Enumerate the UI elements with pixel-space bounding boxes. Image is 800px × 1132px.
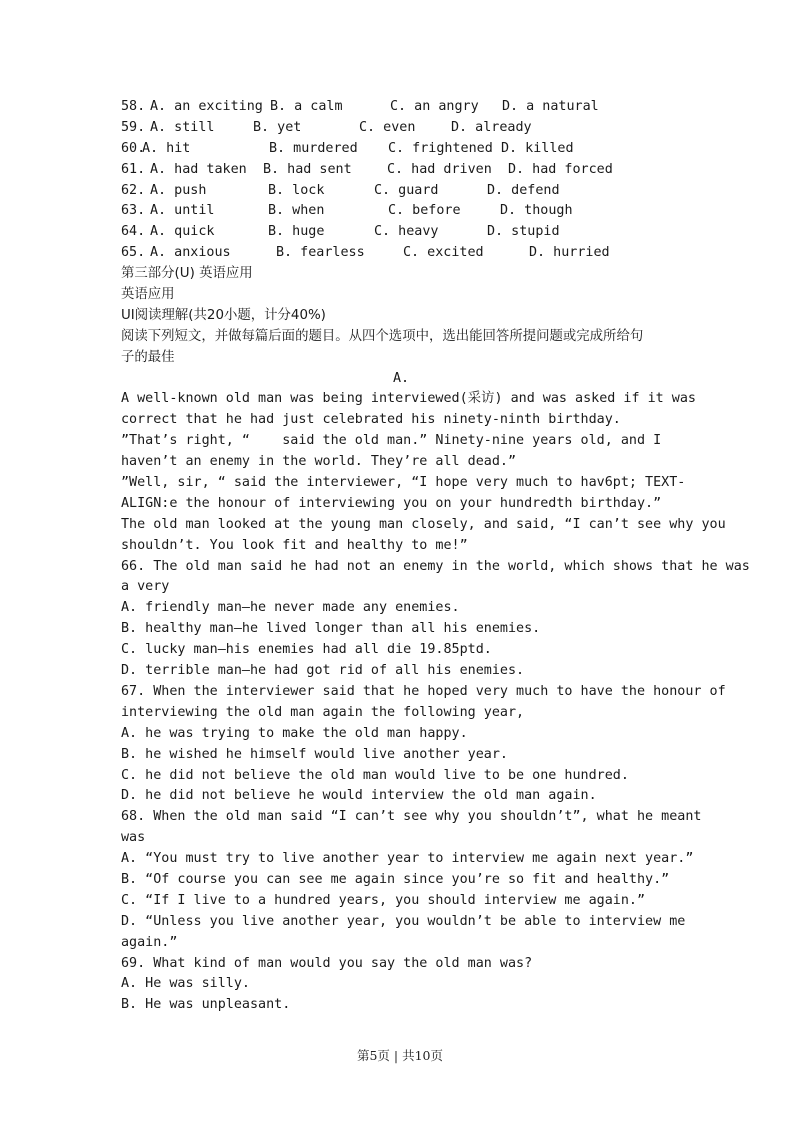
- answer-option: D. “Unless you live another year, you wouldn’t be able to interview me: [121, 913, 686, 929]
- passage-line: The old man looked at the young man closely, and said, “I can’t see why you: [121, 516, 726, 532]
- instructions-cont: 子的最佳: [121, 349, 175, 365]
- answer-option: A. friendly man—he never made any enemies.: [121, 600, 460, 616]
- option-d: D. a natural: [502, 99, 599, 114]
- question-number: 60.: [121, 140, 146, 156]
- passage-line: ”That’s right, “ said the old man.” Ninety-nine years old, and I: [121, 433, 662, 449]
- option-d: D. killed: [501, 140, 574, 156]
- option-a: A. an exciting: [150, 99, 263, 114]
- option-d: D. hurried: [529, 245, 610, 261]
- option-a: A. had taken: [150, 161, 247, 177]
- option-b: B. huge: [268, 224, 325, 240]
- question-number: 62.: [121, 182, 146, 198]
- answer-option: B. he wished he himself would live another year.: [121, 746, 508, 762]
- option-row: [121, 97, 681, 118]
- option-row: [121, 201, 681, 222]
- passage-line: ALIGN:e the honour of interviewing you on your hundredth birthday.”: [121, 495, 662, 511]
- answer-option: C. lucky man—his enemies had all die 19.85ptd.: [121, 642, 492, 658]
- page-footer: 第5页 | 共10页: [356, 1048, 444, 1063]
- option-b: B. murdered: [269, 140, 358, 156]
- reading-passage: [121, 389, 726, 556]
- cloze-options: [121, 97, 681, 264]
- question-stem: was: [121, 830, 146, 846]
- instructions: 阅读下列短文，并做每篇后面的题目。从四个选项中，选出能回答所提问题或完成所给句: [121, 328, 644, 344]
- answer-option: A. he was trying to make the old man happy.: [121, 725, 468, 741]
- option-c: C. excited: [403, 245, 484, 261]
- reading-title: UI阅读理解(共20小题，计分40%): [121, 307, 326, 323]
- option-b: B. a calm: [270, 99, 343, 114]
- option-a: A. quick: [150, 224, 215, 240]
- option-a: A. still: [150, 119, 215, 135]
- question-68: [121, 807, 702, 953]
- answer-option: A. “You must try to live another year to interview me again next year.”: [121, 851, 694, 867]
- option-d: D. already: [451, 119, 532, 135]
- option-a: A. anxious: [150, 245, 231, 261]
- passage-line: shouldn’t. You look fit and healthy to me!”: [121, 537, 468, 553]
- option-a: A. push: [150, 182, 207, 198]
- question-stem: 68. When the old man said “I can’t see why you shouldn’t”, what he meant: [121, 809, 702, 825]
- question-stem: 67. When the interviewer said that he hoped very much to have the honour of: [121, 683, 726, 699]
- question-number: 65.: [121, 245, 146, 261]
- question-number: 63.: [121, 203, 146, 219]
- option-row: [121, 160, 681, 181]
- option-b: B. had sent: [263, 161, 352, 177]
- option-d: D. defend: [487, 182, 560, 198]
- option-d: D. though: [500, 203, 573, 219]
- passage-line: A well-known old man was being interviewed(采访) and was asked if it was: [121, 391, 696, 407]
- answer-option: B. “Of course you can see me again since you’re so fit and healthy.”: [121, 871, 670, 887]
- passage-label: A.: [392, 370, 410, 386]
- option-c: C. heavy: [374, 224, 439, 240]
- question-number: 61.: [121, 161, 146, 177]
- answer-option: B. healthy man—he lived longer than all his enemies.: [121, 621, 541, 637]
- question-number: 64.: [121, 224, 146, 240]
- option-b: B. lock: [268, 182, 325, 198]
- option-c: C. before: [388, 203, 461, 219]
- answer-option: D. he did not believe he would interview the old man again.: [121, 788, 597, 804]
- question-number: 59.: [121, 119, 146, 135]
- option-row: [121, 118, 681, 139]
- option-c: C. even: [359, 119, 416, 135]
- option-row: [121, 243, 681, 264]
- question-stem: 66. The old man said he had not an enemy in the world, which shows that he was: [121, 558, 750, 574]
- option-c: C. had driven: [387, 161, 492, 177]
- option-c: C. guard: [374, 182, 439, 198]
- option-row: [121, 222, 681, 243]
- question-number: 58.: [121, 99, 146, 114]
- option-d: D. had forced: [508, 161, 613, 177]
- option-a: A. until: [150, 203, 215, 219]
- passage-line: ”Well, sir, “ said the interviewer, “I hope very much to hav6pt; TEXT-: [121, 475, 686, 491]
- answer-option: D. terrible man—he had got rid of all his enemies.: [121, 663, 525, 679]
- question-67: [121, 682, 726, 807]
- question-66: [121, 557, 750, 682]
- passage-line: haven’t an enemy in the world. They’re all dead.”: [121, 454, 517, 470]
- option-row: [121, 181, 681, 202]
- question-stem: a very: [121, 579, 170, 595]
- question-stem: interviewing the old man again the following year,: [121, 704, 525, 720]
- question-69: [121, 954, 681, 1017]
- sub-title: 英语应用: [121, 287, 175, 303]
- option-d: D. stupid: [487, 224, 560, 240]
- answer-option: B. He was unpleasant.: [121, 997, 291, 1013]
- answer-option: A. He was silly.: [121, 976, 250, 992]
- answer-option: again.”: [121, 934, 178, 950]
- question-stem: 69. What kind of man would you say the old man was?: [121, 955, 533, 971]
- option-b: B. yet: [253, 119, 302, 135]
- answer-option: C. he did not believe the old man would live to be one hundred.: [121, 767, 629, 783]
- answer-option: C. “If I live to a hundred years, you should interview me again.”: [121, 892, 646, 908]
- option-c: C. frightened: [388, 140, 493, 156]
- part-title: 第三部分(U) 英语应用: [121, 266, 253, 282]
- option-row: [121, 139, 681, 160]
- option-b: B. when: [268, 203, 325, 219]
- passage-line: correct that he had just celebrated his ninety-ninth birthday.: [121, 412, 621, 428]
- page-content: [121, 97, 750, 1016]
- option-a: A. hit: [142, 140, 191, 156]
- option-b: B. fearless: [276, 245, 365, 261]
- option-c: C. an angry: [390, 99, 479, 114]
